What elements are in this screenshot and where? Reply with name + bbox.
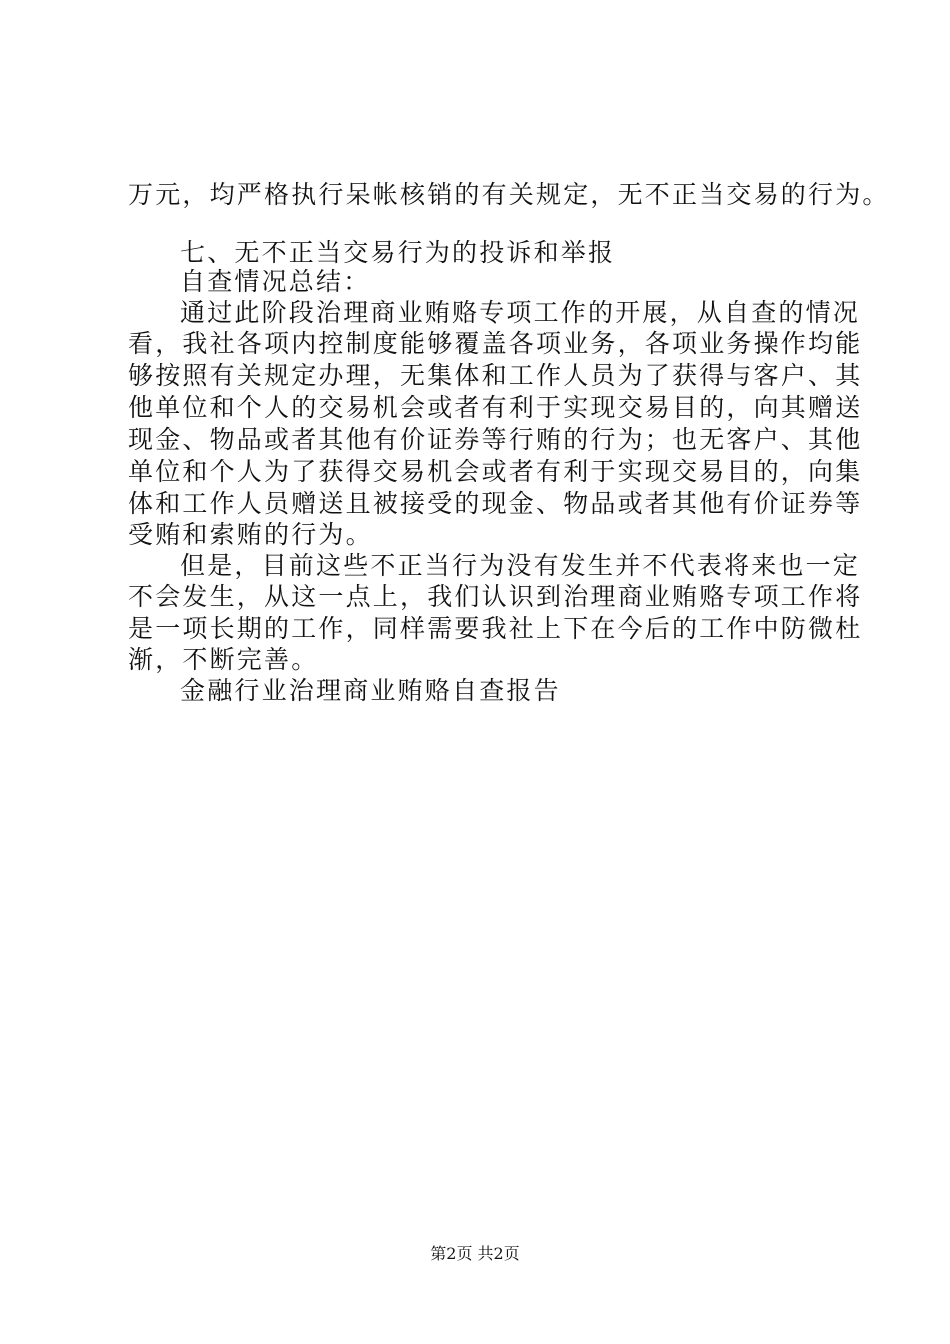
text-line: 万元，均严格执行呆帐核销的有关规定，无不正当交易的行为。 [128,180,890,209]
summary-heading: 自查情况总结： [180,267,371,296]
report-title-line: 金融行业治理商业贿赂自查报告 [180,676,561,705]
text-line: 单位和个人为了获得交易机会或者有利于实现交易目的，向集 [128,457,863,486]
text-line: 受贿和索贿的行为。 [128,520,373,549]
text-line: 体和工作人员赠送且被接受的现金、物品或者其他有价证券等 [128,489,863,518]
text-line: 但是，目前这些不正当行为没有发生并不代表将来也一定 [180,551,861,580]
page-number-footer: 第2页 共2页 [430,1244,520,1263]
section-heading: 七、无不正当交易行为的投诉和举报 [180,238,616,267]
text-line: 不会发生，从这一点上，我们认识到治理商业贿赂专项工作将 [128,582,863,611]
text-line: 渐，不断完善。 [128,645,319,674]
text-line: 是一项长期的工作，同样需要我社上下在今后的工作中防微杜 [128,614,863,643]
text-line: 他单位和个人的交易机会或者有利于实现交易目的，向其赠送 [128,393,863,422]
text-line: 够按照有关规定办理，无集体和工作人员为了获得与客户、其 [128,361,863,390]
text-line: 现金、物品或者其他有价证券等行贿的行为；也无客户、其他 [128,425,863,454]
text-line: 通过此阶段治理商业贿赂专项工作的开展，从自查的情况 [180,298,861,327]
text-line: 看，我社各项内控制度能够覆盖各项业务，各项业务操作均能 [128,329,863,358]
